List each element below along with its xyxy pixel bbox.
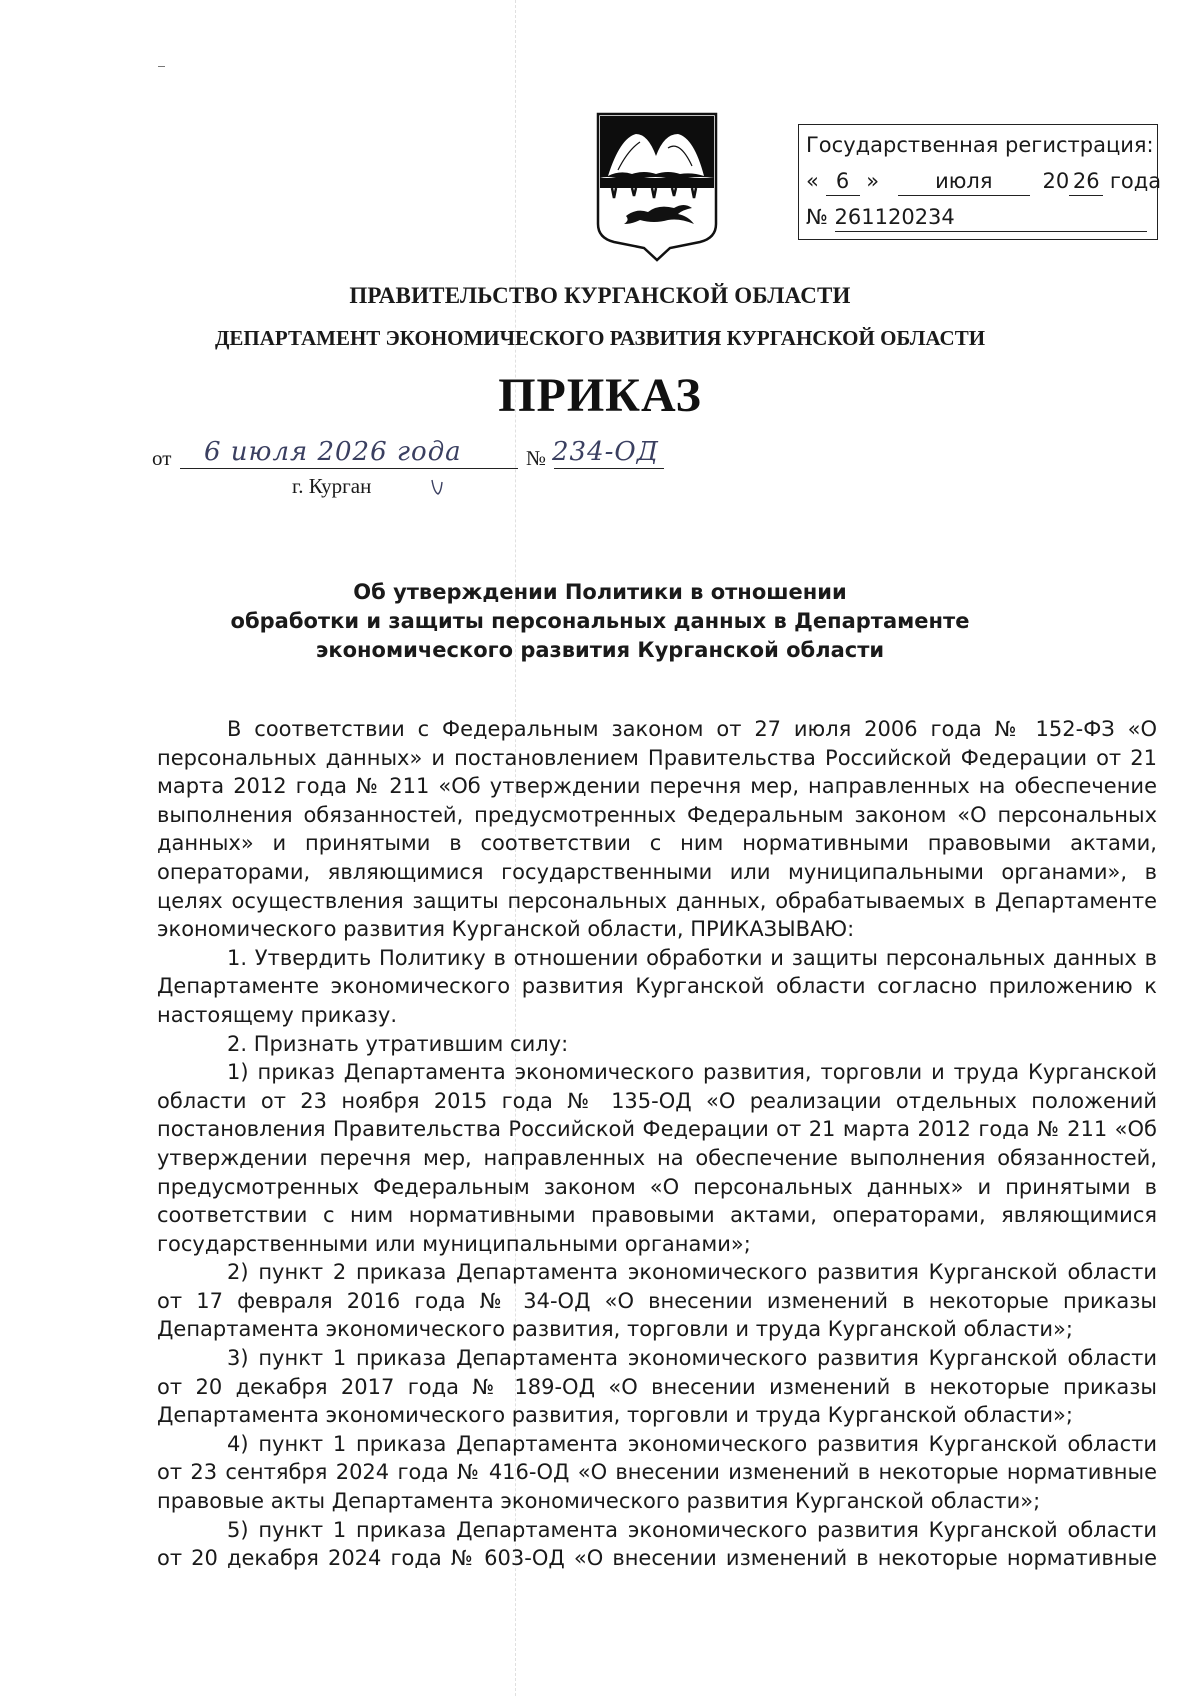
date-underline — [180, 468, 518, 469]
preamble-paragraph: В соответствии с Федеральным законом от 27 июля 2006 года № 152-ФЗ «О персональных данных» и постановлением Правительства Российской Федерации от 21 марта 2012 года № 211 «Об утверждении перечня мер, направленных на обеспечение выполнения обязанностей, предусмотренных Федеральным законом «О персональных данных» и принятыми в соответствии с ним нормативными правовыми актами, операторами, являющимися государственными или муниципальными органами», в целях осуществления защиты персональных данных, обрабатываемых в Департаменте экономического развития Курганской области, ПРИКАЗЫВАЮ: — [157, 717, 1157, 942]
registration-year-suffix: 26 — [1069, 167, 1103, 196]
state-registration-box — [798, 124, 1162, 240]
number-underline — [554, 468, 664, 469]
registration-quote-open: « — [806, 169, 819, 193]
registration-month: июля — [898, 167, 1030, 196]
order-subject — [0, 578, 1200, 665]
clause-2-item-4: 4) пункт 1 приказа Департамента экономического развития Курганской области от 23 сентября 2024 года № 416-ОД «О внесении изменений в некоторые нормативные правовые акты Департамента экономического развития Курганской области»; — [157, 1431, 1157, 1514]
registration-number-line — [806, 199, 1157, 235]
registration-date-line — [806, 163, 1162, 199]
government-name: ПРАВИТЕЛЬСТВО КУРГАНСКОЙ ОБЛАСТИ — [349, 283, 851, 308]
registration-title: Государственная регистрация: — [806, 133, 1154, 157]
subject-line: Об утверждении Политики в отношении — [353, 580, 847, 604]
handwritten-order-date: 6 июля 2026 года — [204, 437, 462, 467]
clause-2-item-1: 1) приказ Департамента экономического развития, торговли и труда Курганской области от 23 ноября 2015 года № 135-ОД «О реализации отдельных положений постановления Правительства Российской Федерации от 21 марта 2012 года № 211 «Об утверждении перечня мер, направленных на обеспечение выполнения обязанностей, предусмотренных Федеральным законом «О персональных данных» и принятыми в соответствии с ним нормативными правовыми актами, операторами, являющимися государственными или муниципальными органами»; — [157, 1060, 1157, 1256]
city-name: г. Курган — [292, 474, 372, 498]
registration-title-line — [806, 127, 1157, 163]
coat-of-arms-emblem — [596, 112, 718, 262]
registration-year-word: года — [1109, 169, 1162, 193]
handwritten-tick-mark — [430, 478, 444, 496]
document-type-title: ПРИКАЗ — [498, 369, 702, 422]
registration-year-prefix: 20 — [1042, 169, 1070, 193]
subject-line: обработки и защиты персональных данных в Департаменте — [230, 609, 970, 633]
registration-number: 261120234 — [835, 203, 1147, 232]
registration-number-sign: № — [806, 205, 828, 229]
registration-quote-close: » — [866, 169, 880, 193]
clause-2-item-3: 3) пункт 1 приказа Департамента экономического развития Курганской области от 20 декабря 2017 года № 189-ОД «О внесении изменений в некоторые приказы Департамента экономического развития, торговли и труда Курганской области»; — [157, 1346, 1157, 1428]
department-name: ДЕПАРТАМЕНТ ЭКОНОМИЧЕСКОГО РАЗВИТИЯ КУРГАНСКОЙ ОБЛАСТИ — [214, 326, 986, 350]
handwritten-order-number: 234-ОД — [552, 437, 659, 467]
clause-2-item-5: 5) пункт 1 приказа Департамента экономического развития Курганской области от 20 декабря 2024 года № 603-ОД «О внесении изменений в некоторые нормативные — [157, 1517, 1157, 1571]
registration-day: 6 — [826, 167, 860, 196]
order-body — [157, 715, 1157, 1573]
clause-1: 1. Утвердить Политику в отношении обработки и защиты персональных данных в Департаменте экономического развития Курганской области согласно приложению к настоящему приказу. — [157, 945, 1157, 1027]
clause-2: 2. Признать утратившим силу: — [227, 1031, 569, 1056]
subject-line: экономического развития Курганской области — [315, 638, 885, 662]
clause-2-item-2: 2) пункт 2 приказа Департамента экономического развития Курганской области от 17 февраля 2016 года № 34-ОД «О внесении изменений в некоторые приказы Департамента экономического развития, торговли и труда Курганской области»; — [157, 1260, 1157, 1342]
order-number-label: № — [526, 446, 547, 470]
scan-speck — [158, 66, 165, 67]
order-from-label: от — [152, 446, 172, 470]
